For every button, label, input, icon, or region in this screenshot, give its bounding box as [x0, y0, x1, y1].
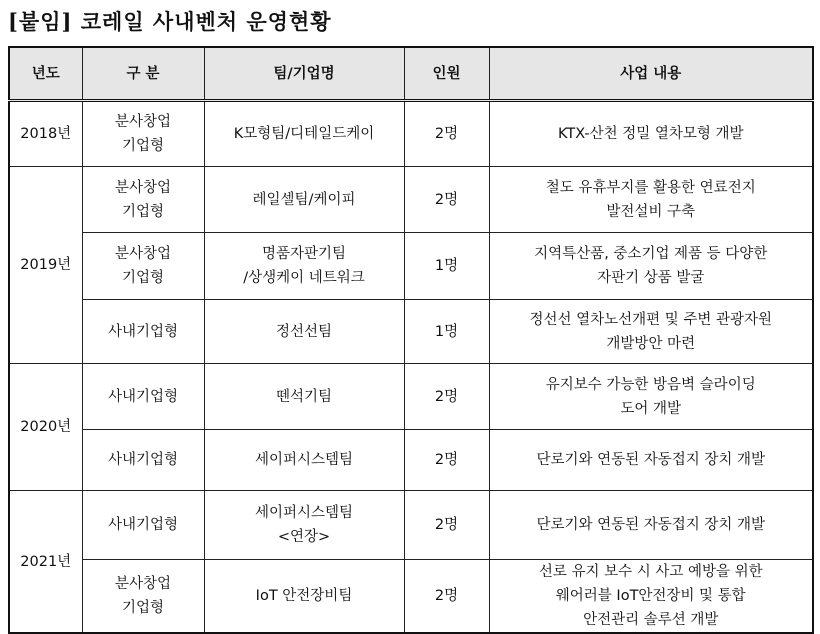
table-row	[9, 491, 813, 560]
content-cell: KTX-산천 정밀 열차모형 개발	[489, 101, 813, 167]
content-cell: 선로 유지 보수 시 사고 예방을 위한 웨어러블 IoT안전장비 및 통합 안전관리 솔루션 개발	[489, 560, 813, 634]
year-cell: 2019년	[9, 167, 82, 364]
table-row	[9, 560, 813, 634]
table-row	[9, 167, 813, 233]
type-cell: 사내기업형	[82, 491, 204, 560]
header-team: 팀/기업명	[204, 47, 404, 101]
header-year: 년도	[9, 47, 82, 101]
content-cell: 유지보수 가능한 방음벽 슬라이딩 도어 개발	[489, 364, 813, 430]
year-cell: 2018년	[9, 101, 82, 167]
people-cell: 2명	[404, 560, 489, 634]
table-row	[9, 300, 813, 364]
table-header-row	[9, 47, 813, 101]
people-cell: 2명	[404, 430, 489, 491]
content-cell: 철도 유휴부지를 활용한 연료전지 발전설비 구축	[489, 167, 813, 233]
team-cell: 레일셀팀/케이피	[204, 167, 404, 233]
header-type: 구 분	[82, 47, 204, 101]
team-cell: IoT 안전장비팀	[204, 560, 404, 634]
table-row	[9, 101, 813, 167]
type-cell: 분사창업 기업형	[82, 167, 204, 233]
type-cell: 사내기업형	[82, 430, 204, 491]
content-cell: 지역특산품, 중소기업 제품 등 다양한 자판기 상품 발굴	[489, 233, 813, 300]
team-cell: 정선선팀	[204, 300, 404, 364]
venture-status-table	[8, 46, 814, 634]
header-people: 인원	[404, 47, 489, 101]
team-cell: 세이퍼시스템팀	[204, 430, 404, 491]
content-cell: 단로기와 연동된 자동접지 장치 개발	[489, 491, 813, 560]
team-cell: 뗀석기팀	[204, 364, 404, 430]
page-title: [붙임] 코레일 사내벤처 운영현황	[8, 9, 332, 34]
type-cell: 분사창업 기업형	[82, 233, 204, 300]
team-cell: 명품자판기팀 /상생케이 네트워크	[204, 233, 404, 300]
table-row	[9, 364, 813, 430]
people-cell: 1명	[404, 233, 489, 300]
year-cell: 2020년	[9, 364, 82, 491]
people-cell: 2명	[404, 167, 489, 233]
table-row	[9, 233, 813, 300]
team-cell: 세이퍼시스템팀 <연장>	[204, 491, 404, 560]
team-cell: K모형팀/디테일드케이	[204, 101, 404, 167]
content-cell: 정선선 열차노선개편 및 주변 관광자원 개발방안 마련	[489, 300, 813, 364]
table-row	[9, 430, 813, 491]
type-cell: 사내기업형	[82, 300, 204, 364]
people-cell: 2명	[404, 364, 489, 430]
people-cell: 2명	[404, 491, 489, 560]
type-cell: 분사창업 기업형	[82, 560, 204, 634]
type-cell: 사내기업형	[82, 364, 204, 430]
content-cell: 단로기와 연동된 자동접지 장치 개발	[489, 430, 813, 491]
year-cell: 2021년	[9, 491, 82, 634]
people-cell: 2명	[404, 101, 489, 167]
type-cell: 분사창업 기업형	[82, 101, 204, 167]
people-cell: 1명	[404, 300, 489, 364]
header-content: 사업 내용	[489, 47, 813, 101]
